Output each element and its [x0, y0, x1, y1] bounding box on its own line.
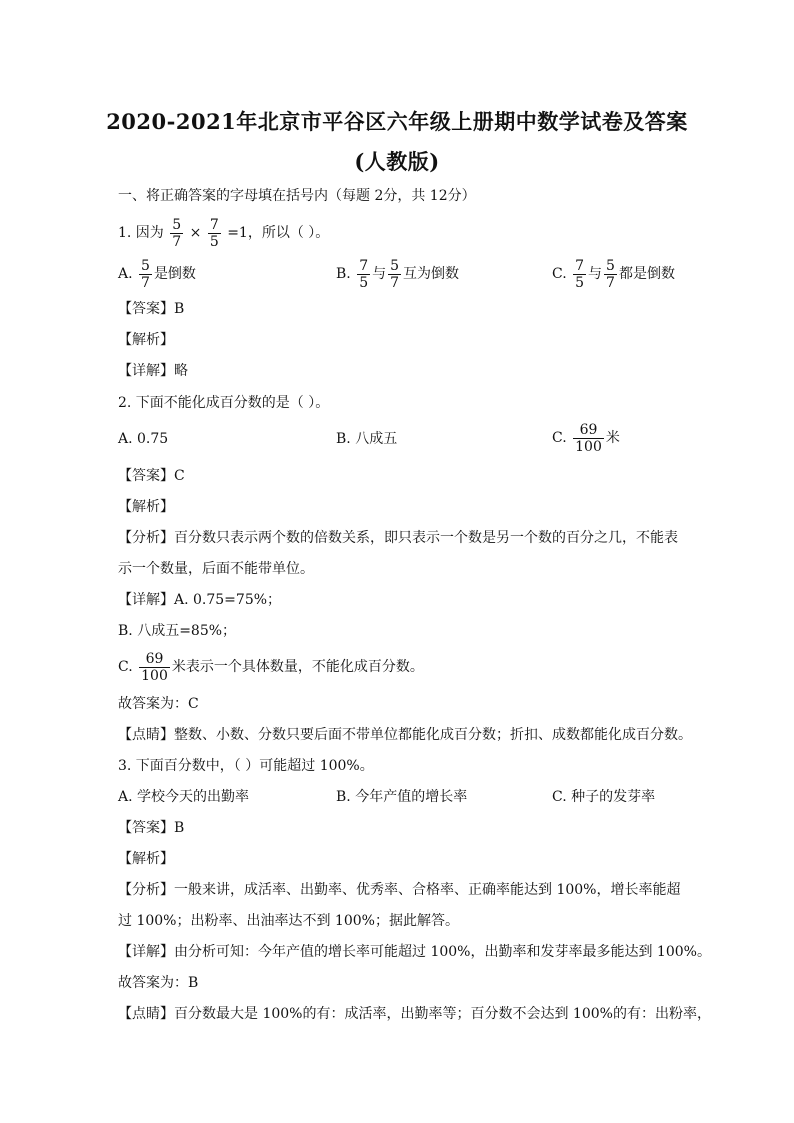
q1-option-b-fraction-1 [357, 258, 370, 291]
q1-option-c-fraction-2 [604, 258, 617, 291]
q1-fraction-2 [208, 217, 221, 250]
q2-fenxi-line1: 【分析】百分数只表示两个数的倍数关系，即只表示一个数是另一个数的百分之几，不能表 [118, 530, 678, 546]
q2-detail-line1: 【详解】A. 0.75=75%； [118, 592, 282, 608]
q1-b-f2-numerator: 5 [390, 257, 400, 274]
q2-option-c-label: C. [552, 430, 567, 446]
q1-b-f1-numerator: 7 [359, 257, 369, 274]
q1-option-b-label: B. [336, 266, 351, 282]
q2-d3-denominator: 100 [141, 667, 168, 684]
q3-detail: 【详解】由分析可知：今年产值的增长率可能超过 100%，出勤率和发芽率最多能达到 100%。 [118, 944, 711, 960]
q2-option-c [552, 421, 620, 455]
q2-detail3-text: 米表示一个具体数量，不能化成百分数。 [171, 659, 424, 675]
q2-analysis: 【解析】 [118, 499, 174, 515]
q2-detail-line2: B. 八成五=85%； [118, 623, 237, 639]
q3-option-c: C. 种子的发芽率 [552, 789, 656, 805]
page-title: 2020-2021年北京市平谷区六年级上册期中数学试卷及答案 [106, 109, 688, 134]
q1-prefix: 1. 因为 [118, 225, 164, 241]
q2-detail3-label: C. [118, 659, 133, 675]
page-subtitle: (人教版) [354, 149, 440, 174]
question-1-stem [118, 216, 329, 250]
q2-fenxi-line2: 示一个数量，后面不能带单位。 [118, 561, 314, 577]
q2-c-denominator: 100 [575, 438, 602, 455]
q1-option-a-fraction [139, 258, 152, 291]
q2-conclusion: 故答案为：C [118, 696, 199, 712]
q2-answer: 【答案】C [118, 468, 185, 484]
q2-option-c-text: 米 [605, 430, 620, 446]
q1-option-c [552, 257, 675, 291]
q3-analysis: 【解析】 [118, 851, 174, 867]
q1-option-c-label: C. [552, 266, 567, 282]
q1-c-f1-numerator: 7 [575, 257, 585, 274]
q2-option-c-fraction [573, 422, 604, 455]
q1-c-f2-denominator: 7 [606, 274, 615, 291]
q1-option-a-label: A. [118, 266, 133, 282]
q1-option-b-text: 互为倒数 [403, 266, 460, 282]
q1-f2-numerator: 7 [209, 216, 219, 233]
q1-c-f2-numerator: 5 [606, 257, 615, 274]
q1-detail: 【详解】略 [118, 363, 188, 379]
q1-f1-denominator: 7 [172, 233, 182, 250]
q1-option-b [336, 257, 459, 291]
q1-a-numerator: 5 [141, 257, 150, 274]
q2-option-a: A. 0.75 [118, 431, 169, 447]
q1-option-a [118, 257, 196, 291]
q1-b-f2-denominator: 7 [390, 274, 400, 291]
question-3-stem: 3. 下面百分数中，（ ）可能超过 100%。 [118, 758, 374, 774]
q2-detail3-fraction [139, 651, 170, 684]
question-2-stem: 2. 下面不能化成百分数的是（ ）。 [118, 395, 330, 411]
q1-suffix: =1，所以（ ）。 [227, 225, 330, 241]
q2-d3-numerator: 69 [139, 651, 170, 668]
q1-times: × [189, 225, 202, 241]
q1-b-f1-denominator: 5 [359, 274, 369, 291]
q1-option-c-text: 都是倒数 [618, 266, 675, 282]
q1-c-f1-denominator: 5 [575, 274, 585, 291]
q3-dianjing: 【点睛】百分数最大是 100%的有：成活率，出勤率等；百分数不会达到 100%的有：出粉率， [118, 1006, 711, 1022]
q2-c-numerator: 69 [573, 422, 604, 439]
q1-answer: 【答案】B [118, 301, 185, 317]
q3-option-a: A. 学校今天的出勤率 [118, 789, 250, 805]
q2-option-b: B. 八成五 [336, 431, 398, 447]
q1-a-denominator: 7 [141, 274, 150, 291]
q1-fraction-1 [170, 217, 183, 250]
q3-answer: 【答案】B [118, 820, 185, 836]
q3-fenxi-line2: 过 100%；出粉率、出油率达不到 100%；据此解答。 [118, 913, 459, 929]
q1-option-b-fraction-2 [388, 258, 401, 291]
section-heading: 一、将正确答案的字母填在括号内（每题 2分，共 12分） [118, 188, 476, 204]
q1-f2-denominator: 5 [209, 233, 219, 250]
q3-conclusion: 故答案为：B [118, 975, 199, 991]
q1-option-a-text: 是倒数 [153, 266, 196, 282]
q1-f1-numerator: 5 [172, 216, 182, 233]
q3-option-b: B. 今年产值的增长率 [336, 789, 468, 805]
q1-analysis: 【解析】 [118, 332, 174, 348]
q2-detail-line3 [118, 650, 424, 684]
q1-option-b-mid: 与 [372, 266, 387, 282]
q1-option-c-fraction-1 [573, 258, 586, 291]
q1-option-c-mid: 与 [588, 266, 603, 282]
q2-dianjing: 【点睛】整数、小数、分数只要后面不带单位都能化成百分数；折扣、成数都能化成百分数。 [118, 727, 692, 743]
q3-fenxi-line1: 【分析】一般来讲，成活率、出勤率、优秀率、合格率、正确率能达到 100%，增长率能超 [118, 882, 681, 898]
